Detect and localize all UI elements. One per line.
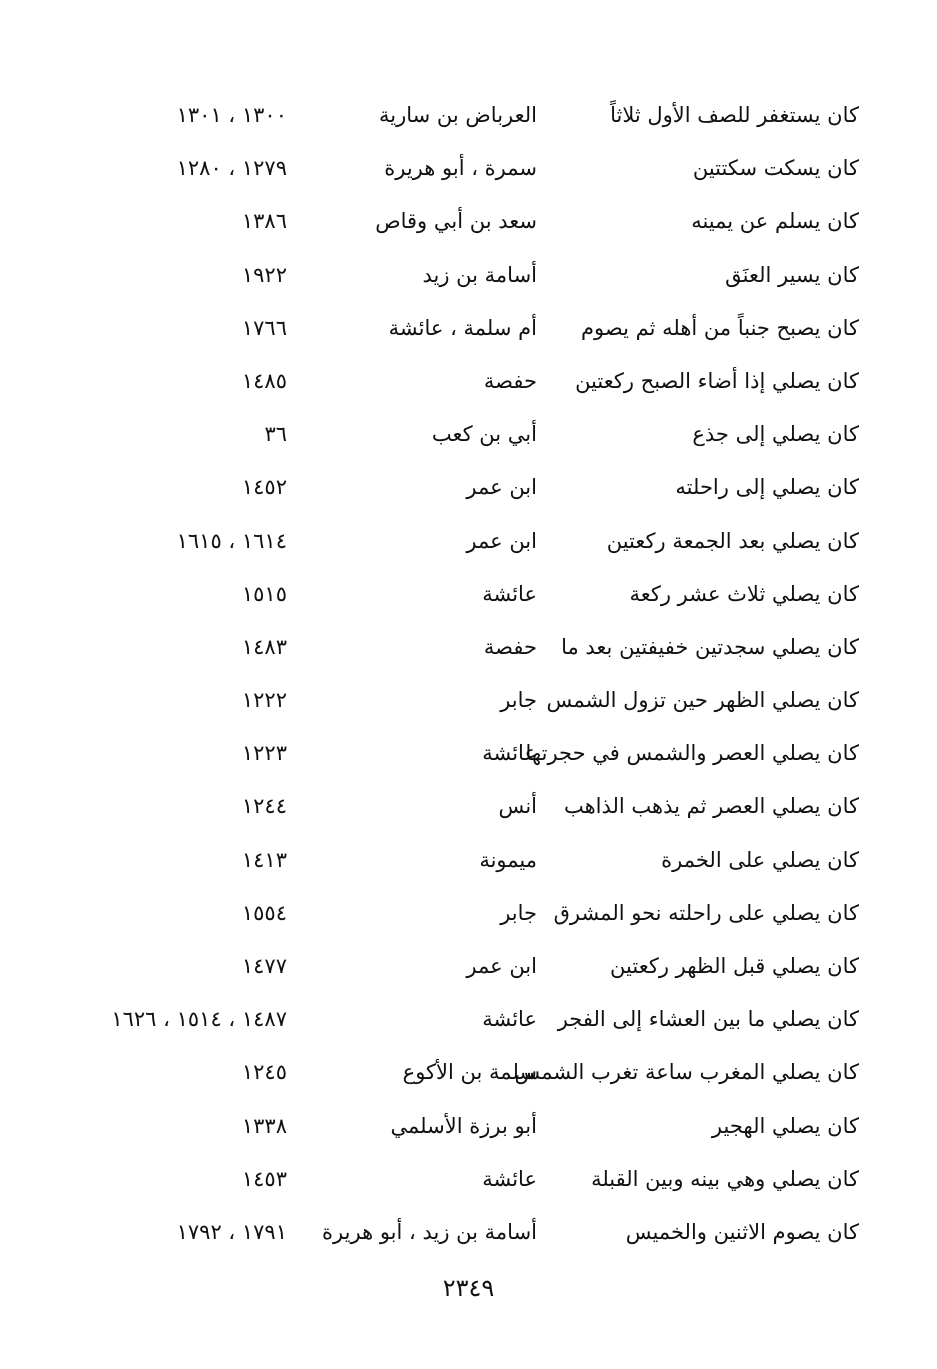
table-row [0, 677, 937, 730]
hadith-numbers: ١٤٨٧ ، ١٥١٤ ، ١٦٢٦ [111, 1007, 287, 1032]
hadith-numbers: ١٤٧٧ [241, 954, 287, 978]
hadith-text: كان يصلي ما بين العشاء إلى الفجر [557, 1007, 859, 1032]
table-row [0, 943, 937, 996]
hadith-numbers: ١٣٠٠ ، ١٣٠١ [176, 103, 287, 127]
narrator-name: سعد بن أبي وقاص [375, 209, 537, 234]
hadith-numbers: ١٢٧٩ ، ١٢٨٠ [176, 156, 287, 181]
hadith-index-table [0, 92, 937, 1262]
narrator-name: أسامة بن زيد [422, 262, 537, 287]
table-row [0, 464, 937, 517]
table-row [0, 1156, 937, 1209]
narrator-name: سلمة بن الأكوع [402, 1060, 537, 1085]
hadith-text: كان يصلي إلى جذع [692, 422, 859, 447]
hadith-numbers: ١٣٣٨ [241, 1113, 287, 1138]
narrator-name: ميمونة [479, 847, 537, 872]
hadith-numbers: ١٦١٤ ، ١٦١٥ [176, 528, 287, 553]
table-row [0, 890, 937, 943]
table-row [0, 198, 937, 251]
narrator-name: عائشة [482, 741, 537, 766]
hadith-numbers: ١٥١٥ [241, 581, 287, 606]
table-row [0, 624, 937, 677]
hadith-text: كان يصلي العصر ثم يذهب الذاهب [563, 794, 859, 819]
hadith-numbers: ١٧٩١ ، ١٧٩٢ [176, 1219, 287, 1244]
narrator-name: جابر [500, 688, 537, 713]
narrator-name: جابر [500, 900, 537, 925]
table-row [0, 996, 937, 1049]
narrator-name: أم سلمة ، عائشة [388, 315, 537, 340]
table-row [0, 571, 937, 624]
hadith-text: كان يصلي ثلاث عشر ركعة [629, 581, 859, 606]
hadith-text: كان يصلي بعد الجمعة ركعتين [606, 528, 859, 553]
hadith-text: كان يصوم الاثنين والخميس [625, 1219, 859, 1244]
hadith-numbers: ١٣٨٦ [241, 209, 287, 234]
table-row [0, 252, 937, 305]
hadith-text: كان يصلي المغرب ساعة تغرب الشمس [514, 1060, 859, 1085]
table-row [0, 92, 937, 145]
narrator-name: ابن عمر [466, 528, 537, 553]
table-row [0, 1209, 937, 1262]
table-row [0, 305, 937, 358]
hadith-text: كان يصلي على الخمرة [661, 847, 859, 872]
hadith-numbers: ١٤٥٢ [241, 475, 287, 500]
hadith-text: كان يصلي إلى راحلته [675, 475, 859, 500]
table-row [0, 783, 937, 836]
table-row [0, 1103, 937, 1156]
table-row [0, 1049, 937, 1102]
hadith-text: كان يصلي سجدتين خفيفتين بعد ما [561, 634, 859, 659]
hadith-text: كان يصلي الهجير [711, 1113, 859, 1138]
hadith-text: كان يصلي العصر والشمس في حجرتها [525, 741, 859, 766]
narrator-name: حفصة [483, 634, 537, 659]
hadith-numbers: ١٤١٣ [241, 847, 287, 872]
hadith-numbers: ١٢٤٥ [241, 1060, 287, 1085]
hadith-numbers: ١٤٥٣ [241, 1166, 287, 1191]
hadith-numbers: ١٩٢٢ [241, 262, 287, 287]
hadith-numbers: ١٥٥٤ [241, 900, 287, 925]
hadith-text: كان يصلي وهي بينه وبين القبلة [591, 1166, 859, 1191]
table-row [0, 837, 937, 890]
table-row [0, 358, 937, 411]
narrator-name: حفصة [483, 368, 537, 393]
hadith-text: كان يسكت سكتتين [692, 156, 859, 181]
hadith-numbers: ٣٦ [264, 422, 287, 447]
hadith-text: كان يصلي على راحلته نحو المشرق [553, 900, 859, 925]
hadith-numbers: ١٢٢٢ [241, 688, 287, 713]
hadith-text: كان يصلي إذا أضاء الصبح ركعتين [575, 368, 859, 393]
page-number: ٢٣٤٩ [442, 1274, 495, 1302]
hadith-numbers: ١٤٨٥ [241, 368, 287, 393]
hadith-numbers: ١٧٦٦ [241, 315, 287, 340]
narrator-name: أنس [498, 794, 537, 819]
narrator-name: ابن عمر [466, 475, 537, 500]
hadith-text: كان يصبح جنباً من أهله ثم يصوم [581, 315, 859, 340]
hadith-numbers: ١٤٨٣ [241, 634, 287, 659]
hadith-text: كان يسلم عن يمينه [691, 209, 859, 234]
table-row [0, 518, 937, 571]
hadith-numbers: ١٢٤٤ [241, 794, 287, 819]
hadith-text: كان يصلي قبل الظهر ركعتين [610, 954, 859, 978]
narrator-name: عائشة [482, 1166, 537, 1191]
narrator-name: عائشة [482, 1007, 537, 1032]
hadith-text: كان يصلي الظهر حين تزول الشمس [546, 688, 859, 713]
hadith-numbers: ١٢٢٣ [241, 741, 287, 766]
narrator-name: أبو برزة الأسلمي [390, 1113, 537, 1138]
narrator-name: عائشة [482, 581, 537, 606]
narrator-name: العرباض بن سارية [378, 103, 537, 127]
narrator-name: أبي بن كعب [431, 422, 537, 447]
table-row [0, 145, 937, 198]
narrator-name: أسامة بن زيد ، أبو هريرة [322, 1219, 537, 1244]
table-row [0, 411, 937, 464]
hadith-text: كان يسير العنَق [725, 262, 859, 287]
narrator-name: ابن عمر [466, 954, 537, 978]
narrator-name: سمرة ، أبو هريرة [384, 156, 537, 181]
table-row [0, 730, 937, 783]
hadith-text: كان يستغفر للصف الأول ثلاثاً [610, 103, 859, 127]
